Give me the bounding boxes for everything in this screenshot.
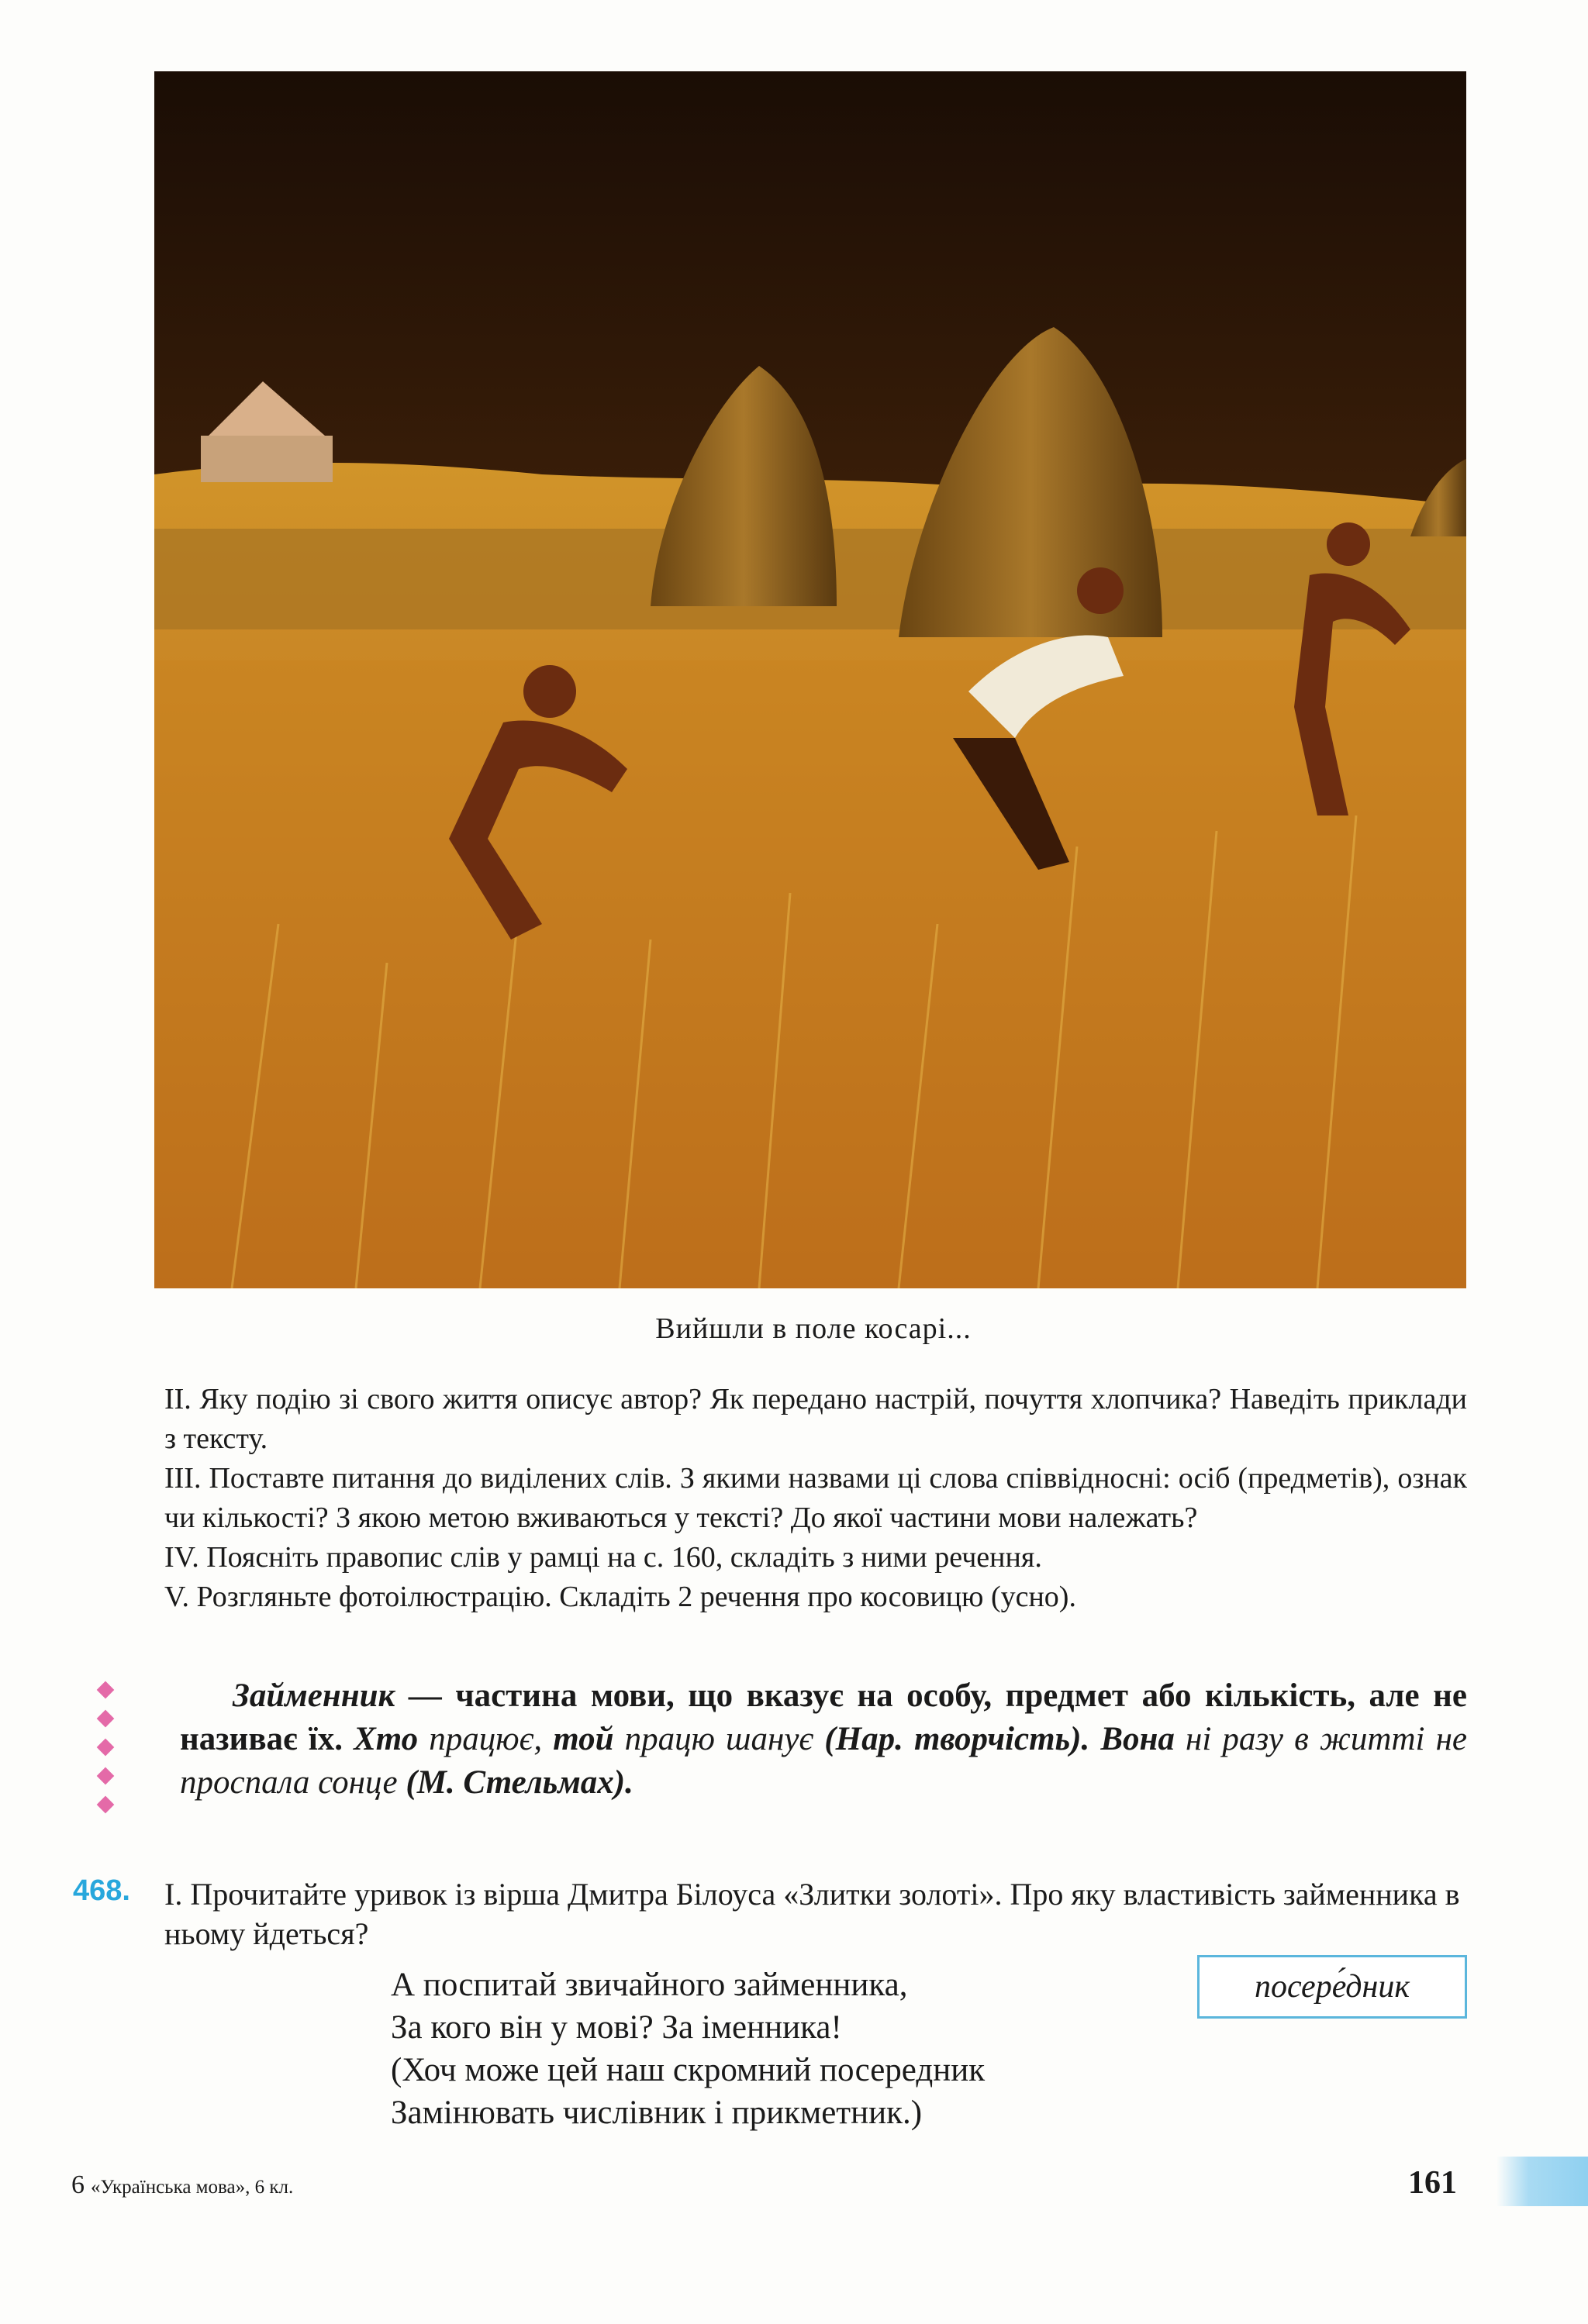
rule-text: — частина мови, що вказує на особу, предмет або кількість, але не називає їх. (180, 1677, 1467, 1757)
rule-example-word: Вона (1100, 1721, 1175, 1757)
rule-term: Займенник (233, 1677, 395, 1714)
photo-illustration (154, 71, 1466, 1288)
rule-definition (180, 1674, 1467, 1805)
poem-excerpt (391, 1964, 985, 2134)
poem-line: Замінювать числівник і прикметник.) (391, 2095, 923, 2131)
book-title: «Українська мова», 6 кл. (91, 2177, 294, 2198)
poem-line: За кого він у мові? За іменника! (391, 2009, 842, 2046)
page-number: 161 (1408, 2165, 1457, 2201)
footer-book-info (71, 2171, 293, 2200)
rule-example-word: той (553, 1721, 614, 1757)
rule-example-word: Хто (354, 1721, 419, 1757)
task-list (164, 1380, 1467, 1617)
rule-example-text: ні разу в житті не проспала сонце (180, 1721, 1467, 1801)
diamond-icon (97, 1767, 115, 1785)
diamond-icon (97, 1739, 115, 1757)
diamond-icon (97, 1796, 115, 1814)
exercise-instruction: I. Прочитайте уривок із вірша Дмитра Білоуса «Злитки золоті». Про яку властивість займенника в ньому йдеться? (164, 1877, 1460, 1951)
task-item-2: II. Яку подію зі свого життя описує автор? Як передано настрій, почуття хлопчика? Наведіть приклади з тексту. (164, 1383, 1467, 1455)
task-item-5: V. Розгляньте фотоілюстрацію. Складіть 2 речення про косовицю (усно). (164, 1581, 1076, 1613)
exercise-number: 468. (73, 1874, 130, 1907)
rule-example-text: працює, (418, 1721, 554, 1757)
diamond-icon (97, 1681, 115, 1699)
task-item-4: IV. Поясніть правопис слів у рамці на с. 160, складіть з ними речення. (164, 1541, 1042, 1574)
vocabulary-word-box: посере́дник (1197, 1955, 1467, 2019)
photo-caption: Вийшли в поле косарі... (655, 1312, 972, 1345)
sheet-number: 6 (71, 2171, 85, 2199)
poem-line: (Хоч може цей наш скромний посередник (391, 2052, 986, 2088)
page-edge-tab (1497, 2157, 1588, 2206)
rule-example-source: (Нар. творчість). (813, 1721, 1101, 1757)
rule-example-source: (М. Стельмах). (397, 1764, 633, 1801)
poem-line: А поспитай звичайного займенника, (391, 1967, 908, 2003)
photo-mowers-in-field (154, 71, 1466, 1288)
rule-marker (99, 1684, 123, 1827)
task-item-3: III. Поставте питання до виділених слів. З якими назвами ці слова співвідносні: осіб (предметів), ознак чи кількості? З якою метою вживаються у тексті? До якої частини мови належать? (164, 1462, 1467, 1534)
rule-example-text: працю шанує (613, 1721, 814, 1757)
diamond-icon (97, 1710, 115, 1728)
